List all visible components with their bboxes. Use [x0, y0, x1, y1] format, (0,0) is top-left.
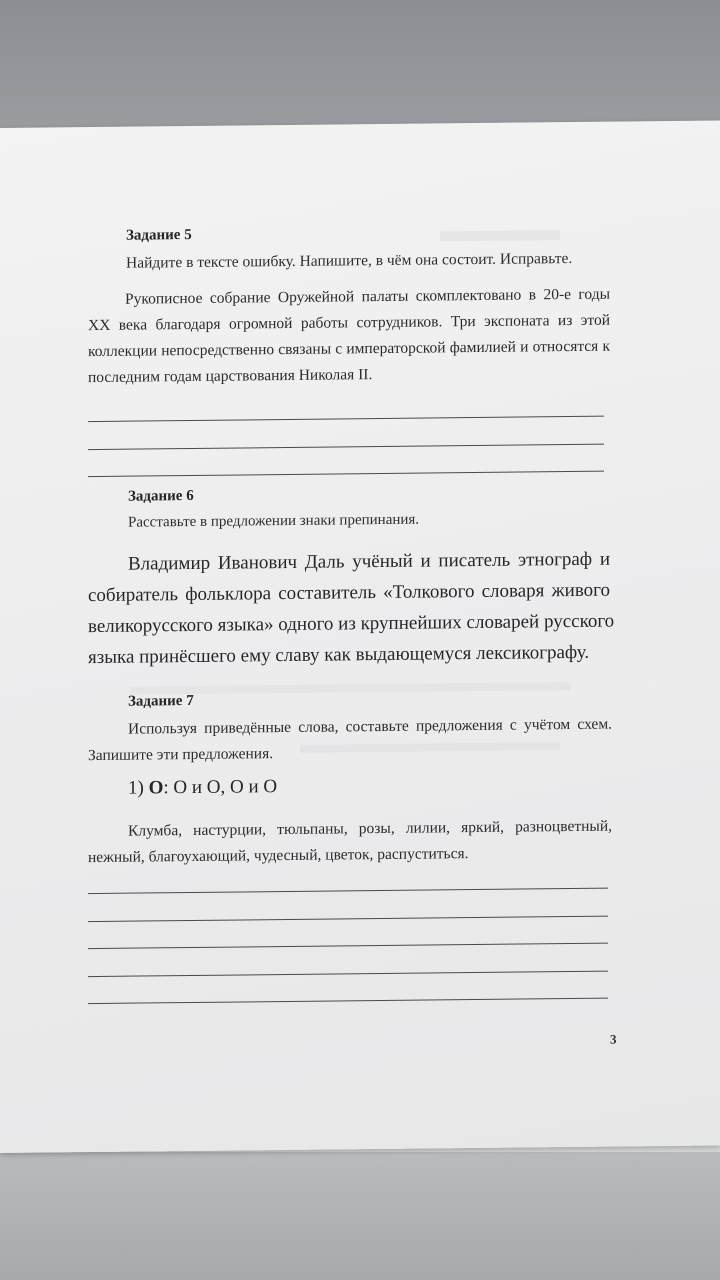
task7-instruction-line: Запишите эти предложения. — [88, 745, 274, 765]
task7-answer-line[interactable] — [88, 943, 608, 949]
task6-instruction: Расставьте в предложении знаки препинания. — [128, 511, 420, 531]
desk-background-bottom — [0, 1150, 720, 1280]
show-through-mark — [130, 682, 570, 695]
page-content — [0, 120, 720, 1153]
task5-text-line: Рукописное собрание Оружейной палаты скомплектовано в 20-е годы — [125, 285, 610, 308]
scheme-main-word: О — [148, 777, 164, 799]
scheme-number: 1) — [128, 777, 144, 799]
task6-text — [88, 544, 615, 673]
task5-text-line: последним годам царствования Николая II. — [88, 366, 373, 387]
task7-words-line: Клумба, настурции, тюльпаны, розы, лилии, яркий, разноцветный, — [128, 817, 612, 840]
task7-instruction — [88, 712, 612, 769]
task5-answer-line[interactable] — [88, 444, 604, 450]
task5-answer-line[interactable] — [88, 471, 604, 477]
task5-answer-line[interactable] — [88, 416, 604, 422]
task7-answer-line[interactable] — [88, 888, 608, 894]
task5-text-line: XX века благодаря огромной работы сотрудников. Три экспоната из этой — [88, 311, 610, 335]
task7-heading: Задание 7 — [128, 692, 194, 710]
task7-words-line: нежный, благоухающий, чудесный, цветок, распуститься. — [88, 845, 469, 867]
task6-text-line: Владимир Иванович Даль учёный и писатель этнограф и — [128, 548, 610, 575]
task5-text — [88, 282, 610, 391]
task7-scheme — [128, 776, 277, 800]
task6-text-line: великорусского языка» одного из крупнейших словарей русского — [88, 610, 615, 638]
task6-text-line: собиратель фольклора составитель «Толкового словаря живого — [88, 579, 610, 607]
scheme-pattern: : О и О, О и О — [163, 776, 278, 799]
task5-instruction: Найдите в тексте ошибку. Напишите, в чём она состоит. Исправьте. — [126, 250, 573, 272]
task7-answer-line[interactable] — [88, 998, 608, 1004]
task7-words — [88, 814, 612, 871]
page-number: 3 — [610, 1031, 617, 1047]
task6-text-line: языка принёсшего ему славу как выдающемуся лексикографу. — [88, 641, 590, 669]
task7-answer-line[interactable] — [88, 916, 608, 922]
task5-heading: Задание 5 — [126, 226, 192, 244]
desk-background-top — [0, 0, 720, 140]
task5-text-line: коллекции непосредственно связаны с императорской фамилией и относятся к — [88, 337, 610, 361]
worksheet-page — [0, 120, 720, 1153]
task7-instruction-line: Используя приведённые слова, составьте предложения с учётом схем. — [128, 715, 612, 738]
show-through-mark — [440, 230, 560, 241]
task7-answer-line[interactable] — [88, 971, 608, 977]
task6-heading: Задание 6 — [128, 487, 194, 505]
